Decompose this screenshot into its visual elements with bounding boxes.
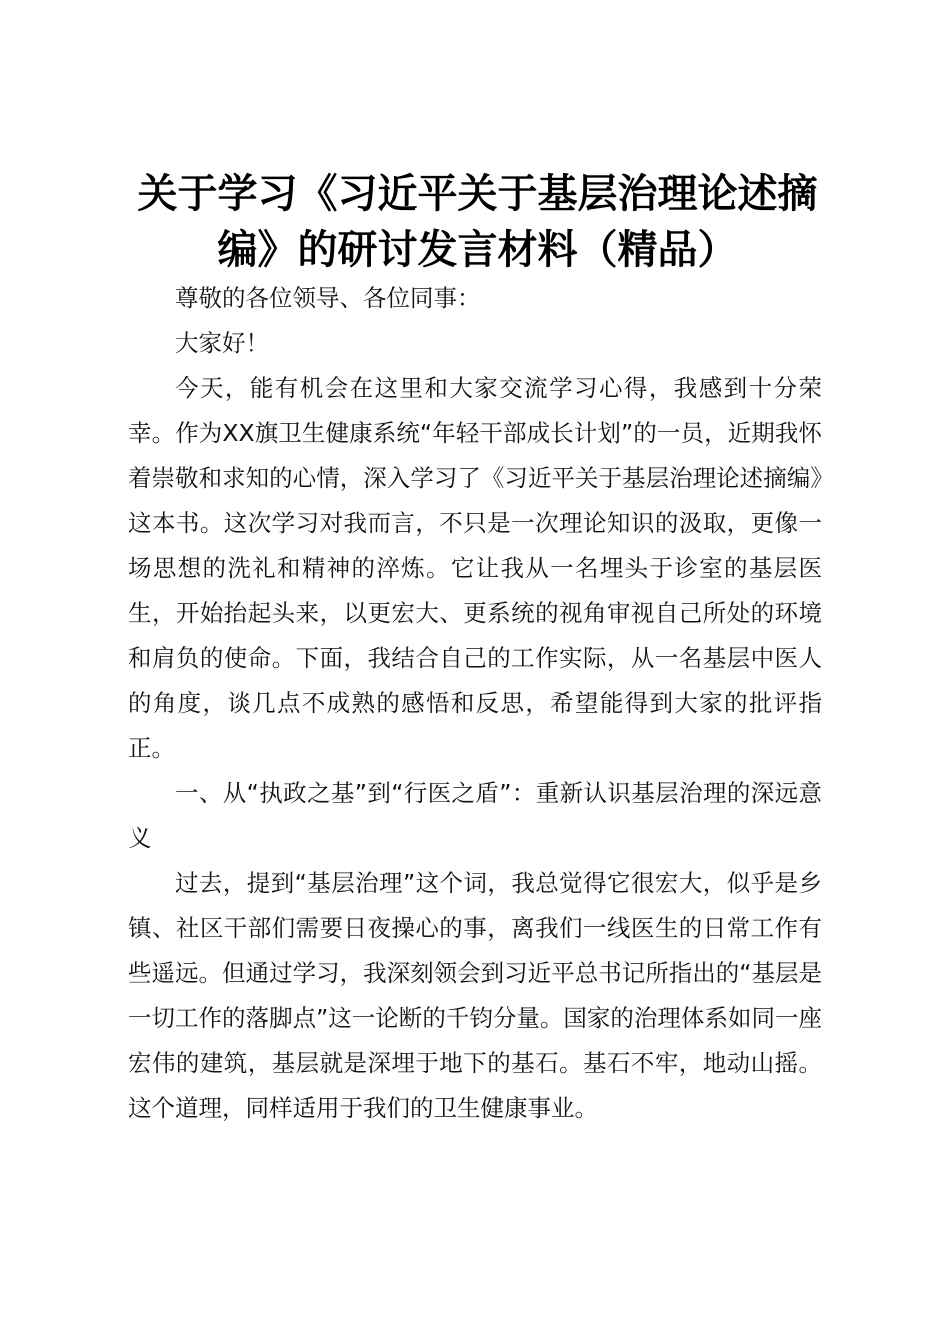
greeting: 大家好！ (175, 329, 269, 357)
section-heading-1: 一、从“执政之基”到“行医之盾”：重新认识基层治理的深远意义 (128, 779, 822, 852)
section-1-paragraph: 过去，提到“基层治理”这个词，我总觉得它很宏大，似乎是乡镇、社区干部们需要日夜操心的事，离我们一线医生的日常工作有些遥远。但通过学习，我深刻领会到习近平总书记所指出的“基层是一切工作的落脚点”这一论断的千钧分量。国家的治理体系如同一座宏伟的建筑，基层就是深埋于地下的基石。基石不牢，地动山摇。这个道理，同样适用于我们的卫生健康事业。 (128, 869, 822, 1122)
salutation: 尊敬的各位领导、各位同事： (175, 284, 481, 312)
intro-paragraph: 今天，能有机会在这里和大家交流学习心得，我感到十分荣幸。作为XX旗卫生健康系统“年轻干部成长计划”的一员，近期我怀着崇敬和求知的心情，深入学习了《习近平关于基层治理论述摘编》这本书。这次学习对我而言，不只是一次理论知识的汲取，更像一场思想的洗礼和精神的淬炼。它让我从一名埋头于诊室的基层医生，开始抬起头来，以更宏大、更系统的视角审视自己所处的环境和肩负的使命。下面，我结合自己的工作实际，从一名基层中医人的角度，谈几点不成熟的感悟和反思，希望能得到大家的批评指正。 (128, 374, 822, 762)
document-title: 关于学习《习近平关于基层治理论述摘编》的研讨发言材料（精品） (137, 171, 818, 273)
document-body (128, 276, 822, 1131)
